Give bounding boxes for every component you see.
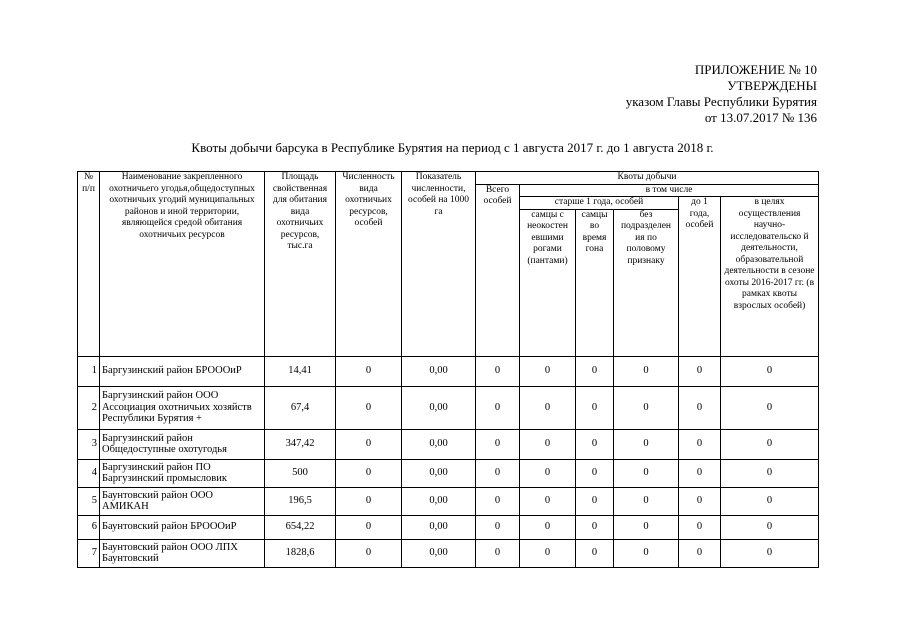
row-name: Баргузинский район ООО Ассоциация охотничьих хозяйств Республики Бурятия +: [100, 386, 265, 429]
col-header-rut: самцы во время гона: [576, 209, 614, 356]
approval-header: [626, 62, 817, 126]
row-young: 0: [679, 356, 721, 386]
row-science: 0: [721, 356, 819, 386]
decree-date: от 13.07.2017 № 136: [704, 110, 817, 125]
row-density: 0,00: [402, 539, 476, 567]
row-nosex: 0: [614, 356, 679, 386]
col-header-older: старше 1 года, особей: [520, 197, 679, 210]
row-density: 0,00: [402, 515, 476, 539]
row-males: 0: [520, 515, 576, 539]
row-area: 196,5: [265, 487, 336, 515]
row-rut: 0: [576, 429, 614, 459]
row-total: 0: [476, 539, 520, 567]
row-total: 0: [476, 386, 520, 429]
row-name: Баунтовский район ООО ЛПХ Баунтовский: [100, 539, 265, 567]
row-number: 3: [78, 429, 100, 459]
row-rut: 0: [576, 515, 614, 539]
row-young: 0: [679, 487, 721, 515]
row-total: 0: [476, 429, 520, 459]
row-males: 0: [520, 386, 576, 429]
col-header-males: самцы с неокостен евшими рогами (пантами): [520, 209, 576, 356]
row-rut: 0: [576, 459, 614, 487]
row-density: 0,00: [402, 356, 476, 386]
row-science: 0: [721, 539, 819, 567]
row-males: 0: [520, 356, 576, 386]
col-header-quota: Квоты добычи: [476, 172, 819, 185]
row-young: 0: [679, 386, 721, 429]
row-number: 6: [78, 515, 100, 539]
row-total: 0: [476, 515, 520, 539]
row-science: 0: [721, 459, 819, 487]
row-rut: 0: [576, 386, 614, 429]
row-young: 0: [679, 459, 721, 487]
row-total: 0: [476, 459, 520, 487]
quota-table: [77, 171, 819, 568]
row-number: 1: [78, 356, 100, 386]
row-nosex: 0: [614, 487, 679, 515]
row-name: Баунтовский район БРОООиР: [100, 515, 265, 539]
row-name: Баргузинский район Общедоступные охотугодья: [100, 429, 265, 459]
row-science: 0: [721, 487, 819, 515]
table-row: [78, 539, 819, 567]
row-count: 0: [336, 356, 402, 386]
row-males: 0: [520, 429, 576, 459]
row-males: 0: [520, 459, 576, 487]
table-row: [78, 429, 819, 459]
col-header-young: до 1 года, особей: [679, 197, 721, 357]
row-rut: 0: [576, 487, 614, 515]
row-density: 0,00: [402, 386, 476, 429]
row-area: 1828,6: [265, 539, 336, 567]
row-science: 0: [721, 386, 819, 429]
table-row: [78, 515, 819, 539]
row-density: 0,00: [402, 459, 476, 487]
row-nosex: 0: [614, 515, 679, 539]
table-row: [78, 356, 819, 386]
row-name: Баргузинский район БРОООиР: [100, 356, 265, 386]
row-number: 7: [78, 539, 100, 567]
row-density: 0,00: [402, 487, 476, 515]
row-name: Баунтовский район ООО АМИКАН: [100, 487, 265, 515]
col-header-area: Площадь свойственная для обитания вида охотничьих ресурсов, тыс.га: [265, 172, 336, 357]
decree-issuer: указом Главы Республики Бурятия: [625, 94, 817, 109]
row-count: 0: [336, 515, 402, 539]
row-nosex: 0: [614, 386, 679, 429]
row-young: 0: [679, 539, 721, 567]
row-young: 0: [679, 429, 721, 459]
row-count: 0: [336, 386, 402, 429]
col-header-including: в том числе: [520, 184, 819, 197]
row-males: 0: [520, 487, 576, 515]
row-number: 4: [78, 459, 100, 487]
col-header-science: в целях осуществления научно-исследовательско й деятельности, образовательной деятельности в сезоне охоты 2016-2017 гг. (в рамках квоты взрослых особей): [721, 197, 819, 357]
row-rut: 0: [576, 539, 614, 567]
row-nosex: 0: [614, 459, 679, 487]
row-count: 0: [336, 487, 402, 515]
row-area: 347,42: [265, 429, 336, 459]
row-number: 2: [78, 386, 100, 429]
row-total: 0: [476, 356, 520, 386]
document-title: Квоты добычи барсука в Республике Бурятия на период с 1 августа 2017 г. до 1 августа 2018 г.: [191, 140, 714, 155]
row-science: 0: [721, 429, 819, 459]
row-count: 0: [336, 459, 402, 487]
row-males: 0: [520, 539, 576, 567]
row-rut: 0: [576, 356, 614, 386]
row-nosex: 0: [614, 429, 679, 459]
col-header-name: Наименование закрепленного охотничьего угодья,общедоступных охотничьих угодий муниципальных районов и иной территории, являющейся средой обитания охотничьих ресурсов: [100, 172, 265, 357]
row-density: 0,00: [402, 429, 476, 459]
row-young: 0: [679, 515, 721, 539]
row-area: 500: [265, 459, 336, 487]
col-header-num: № п/п: [78, 172, 100, 357]
row-area: 67,4: [265, 386, 336, 429]
table-row: [78, 487, 819, 515]
row-name: Баргузинский район ПО Баргузинский промысловик: [100, 459, 265, 487]
col-header-count: Численность вида охотничьих ресурсов, особей: [336, 172, 402, 357]
table-row: [78, 459, 819, 487]
row-total: 0: [476, 487, 520, 515]
row-count: 0: [336, 429, 402, 459]
appendix-number: ПРИЛОЖЕНИЕ № 10: [694, 62, 817, 77]
col-header-nosex: без подразделен ия по половому признаку: [614, 209, 679, 356]
row-nosex: 0: [614, 539, 679, 567]
row-area: 14,41: [265, 356, 336, 386]
table-row: [78, 386, 819, 429]
col-header-total: Всего особей: [476, 184, 520, 356]
row-area: 654,22: [265, 515, 336, 539]
approved-label: УТВЕРЖДЕНЫ: [727, 78, 817, 93]
row-count: 0: [336, 539, 402, 567]
row-number: 5: [78, 487, 100, 515]
row-science: 0: [721, 515, 819, 539]
col-header-density: Показатель численности, особей на 1000 га: [402, 172, 476, 357]
